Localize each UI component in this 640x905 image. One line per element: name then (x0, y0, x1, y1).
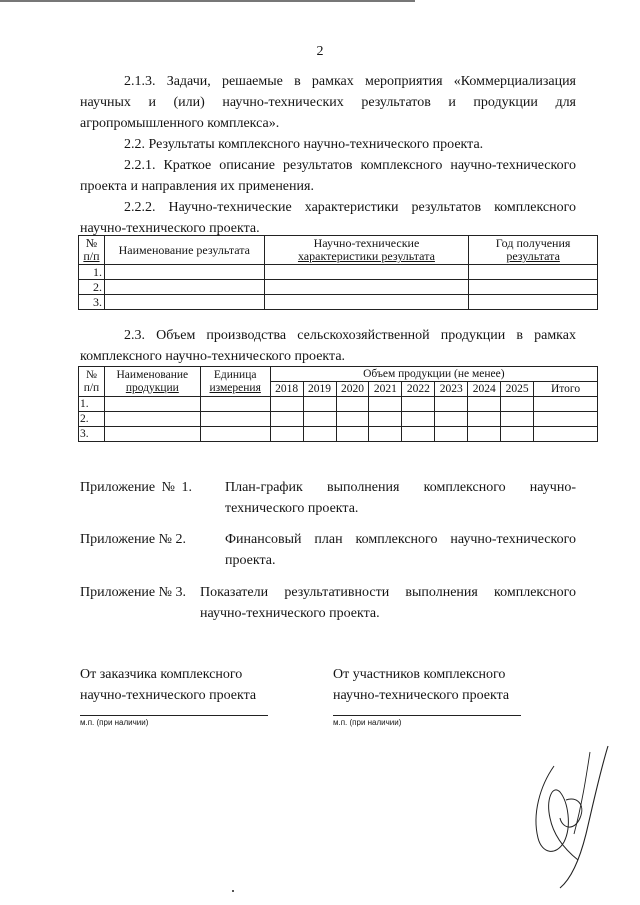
appendix-text: Финансовый план комплексного научно-технического проекта. (225, 532, 576, 568)
table-row (79, 427, 598, 442)
table-cell (534, 412, 598, 427)
table-cell (270, 427, 303, 442)
col-header-year: 2025 (501, 382, 534, 397)
table-row (79, 295, 598, 310)
table-cell (468, 397, 501, 412)
row-number: 2. (79, 280, 105, 295)
table-cell (104, 412, 200, 427)
table-cell (270, 397, 303, 412)
col-header-product-name: Наименование продукции (104, 367, 200, 397)
table-cell (534, 397, 598, 412)
table-cell (435, 412, 468, 427)
col-header-year: 2024 (468, 382, 501, 397)
table-cell (501, 427, 534, 442)
paragraph-2-1-3: 2.1.3. Задачи, решаемые в рамках мероприятия «Коммерциализация научных и (или) научно-технических результатов и продукции для агропромышленного комплекса». (80, 74, 576, 131)
customer-seal-note: м.п. (при наличии) (80, 718, 149, 727)
row-number: 3. (79, 295, 105, 310)
col-header-total: Итого (534, 382, 598, 397)
appendix-text: План-график выполнения комплексного научно-технического проекта. (225, 480, 576, 516)
appendix-label: Приложение № 1. (80, 480, 192, 495)
scan-top-rule (0, 0, 415, 2)
col-header-year: 2022 (402, 382, 435, 397)
col-header-year: 2023 (435, 382, 468, 397)
table-cell (336, 412, 369, 427)
col-header-result-name: Наименование результата (104, 236, 264, 265)
paragraph-2-2: 2.2. Результаты комплексного научно-технического проекта. (124, 137, 484, 152)
table-cell (264, 265, 469, 280)
table-cell (402, 412, 435, 427)
row-number: 3. (79, 427, 105, 442)
customer-caption-line2: научно-технического проекта (80, 688, 257, 703)
table-cell (303, 427, 336, 442)
appendix-1 (80, 477, 576, 519)
appendix-label: Приложение № 3. (80, 585, 186, 600)
table-cell (402, 427, 435, 442)
participants-seal-note: м.п. (при наличии) (333, 718, 402, 727)
table-cell (469, 280, 598, 295)
table-cell (336, 397, 369, 412)
table-row (79, 412, 598, 427)
table-cell (468, 427, 501, 442)
production-volume-table (78, 366, 598, 442)
signature-stroke (560, 799, 582, 827)
table-cell (104, 295, 264, 310)
table-cell (303, 397, 336, 412)
table-cell (200, 427, 270, 442)
paragraph-2-2-2: 2.2.2. Научно-технические характеристики результатов комплексного научно-технического проекта. (80, 200, 576, 236)
table-cell (104, 265, 264, 280)
table-cell (435, 427, 468, 442)
col-header-characteristics: Научно-технические характеристики результата (264, 236, 469, 265)
signature-stroke (536, 766, 578, 860)
col-header-year: 2020 (336, 382, 369, 397)
col-header-year: 2021 (369, 382, 402, 397)
handwritten-signature (520, 742, 620, 892)
table-cell (104, 280, 264, 295)
col-header-volume: Объем продукции (не менее) (270, 367, 597, 382)
page-number: 2 (316, 44, 324, 59)
table-cell (264, 295, 469, 310)
table-cell (200, 397, 270, 412)
appendix-text: Показатели результативности выполнения комплексного научно-технического проекта. (200, 585, 576, 621)
table-cell (534, 427, 598, 442)
customer-caption-line1: От заказчика комплексного (80, 667, 243, 682)
col-header-year: 2018 (270, 382, 303, 397)
paragraph-2-3: 2.3. Объем производства сельскохозяйственной продукции в рамках комплексного научно-технического проекта. (80, 328, 576, 364)
table-cell (104, 397, 200, 412)
table-row (79, 265, 598, 280)
paragraph-2-2-1: 2.2.1. Краткое описание результатов комплексного научно-технического проекта и направления их применения. (80, 158, 576, 194)
table-cell (369, 397, 402, 412)
table-cell (501, 412, 534, 427)
scan-speck (232, 890, 234, 892)
appendix-3 (80, 582, 576, 624)
table-cell (200, 412, 270, 427)
signature-stroke (574, 752, 590, 834)
appendix-2 (80, 529, 576, 571)
table-cell (402, 397, 435, 412)
table-row (79, 397, 598, 412)
table-cell (369, 412, 402, 427)
table-header-row (79, 367, 598, 382)
results-table (78, 235, 598, 310)
signature-stroke (560, 746, 608, 888)
row-number: 2. (79, 412, 105, 427)
table-header-row (79, 236, 598, 265)
participants-caption-line2: научно-технического проекта (333, 688, 510, 703)
table-cell (469, 265, 598, 280)
table-cell (336, 427, 369, 442)
customer-signature-block (80, 664, 256, 706)
table-cell (469, 295, 598, 310)
table-cell (264, 280, 469, 295)
table-cell (104, 427, 200, 442)
row-number: 1. (79, 265, 105, 280)
table-cell (303, 412, 336, 427)
table-cell (435, 397, 468, 412)
col-header-unit: Единица измерения (200, 367, 270, 397)
customer-signature-line (80, 715, 268, 716)
table-row (79, 280, 598, 295)
participants-signature-block (333, 664, 509, 706)
col-header-year: 2019 (303, 382, 336, 397)
row-number: 1. (79, 397, 105, 412)
col-header-number: № п/п (79, 367, 105, 397)
participants-caption-line1: От участников комплексного (333, 667, 506, 682)
col-header-year: Год получения результата (469, 236, 598, 265)
table-cell (369, 427, 402, 442)
table-cell (270, 412, 303, 427)
appendix-label: Приложение № 2. (80, 532, 186, 547)
table-cell (468, 412, 501, 427)
participants-signature-line (333, 715, 521, 716)
col-header-number: № п/п (79, 236, 105, 265)
table-cell (501, 397, 534, 412)
